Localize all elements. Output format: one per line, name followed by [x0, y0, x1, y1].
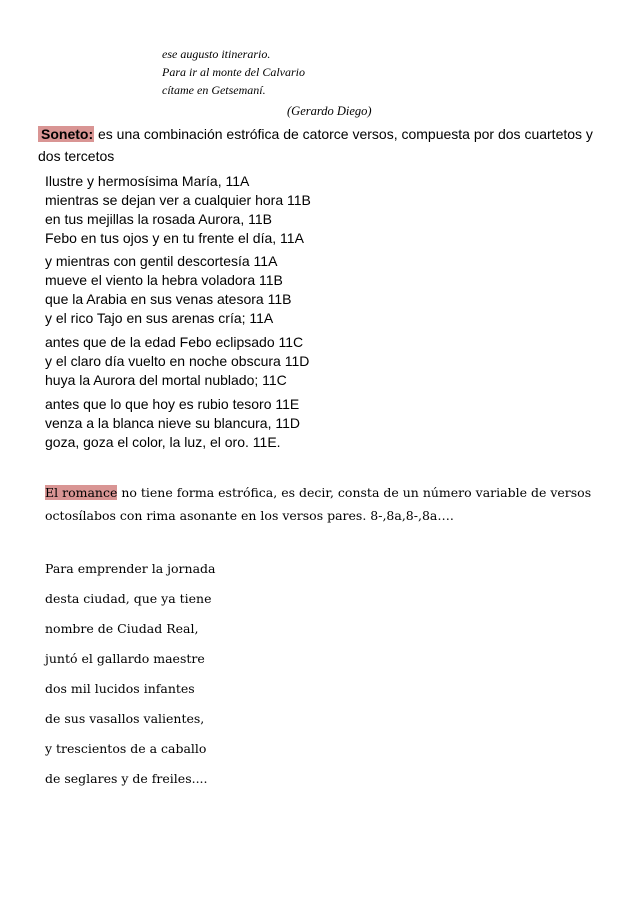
- poem-author: (Gerardo Diego): [287, 104, 372, 118]
- verse-line: y el rico Tajo en sus arenas cría; 11A: [45, 310, 274, 326]
- verse-line: huya la Aurora del mortal nublado; 11C: [45, 372, 287, 388]
- verse-line: y trescientos de a caballo: [45, 741, 207, 756]
- romance-term-highlight: El romance: [45, 485, 118, 500]
- verse-line: dos mil lucidos infantes: [45, 681, 195, 696]
- verse-line: desta ciudad, que ya tiene: [45, 591, 212, 606]
- verse-line: venza a la blanca nieve su blancura, 11D: [45, 415, 301, 431]
- verse-line: Para emprender la jornada: [45, 561, 216, 576]
- poem-line: ese augusto itinerario.: [162, 47, 271, 61]
- soneto-cuarteto-1: [45, 172, 311, 248]
- soneto-terceto-2: [45, 395, 300, 452]
- soneto-definition-text: es una combinación estrófica de catorce versos, compuesta por dos cuartetos y dos tercetos: [38, 126, 593, 164]
- verse-line: Febo en tus ojos y en tu frente el día, 11A: [45, 230, 304, 246]
- verse-line: de seglares y de freiles....: [45, 771, 208, 786]
- soneto-definition: [38, 123, 608, 167]
- verse-line: Ilustre y hermosísima María, 11A: [45, 173, 250, 189]
- verse-line: mueve el viento la hebra voladora 11B: [45, 272, 283, 288]
- verse-line: que la Arabia en sus venas atesora 11B: [45, 291, 292, 307]
- verse-line: y mientras con gentil descortesía 11A: [45, 253, 278, 269]
- romance-definition-text: no tiene forma estrófica, es decir, consta de un número variable de versos octosílabos con rima asonante en los versos pares. 8-,8a,8-,8a….: [45, 485, 592, 523]
- verse-line: de sus vasallos valientes,: [45, 711, 205, 726]
- verse-line: juntó el gallardo maestre: [45, 651, 205, 666]
- verse-line: en tus mejillas la rosada Aurora, 11B: [45, 211, 272, 227]
- soneto-terceto-1: [45, 333, 309, 390]
- soneto-term-highlight: Soneto:: [38, 126, 94, 142]
- top-poem-fragment: [162, 45, 305, 99]
- poem-line: cítame en Getsemaní.: [162, 83, 266, 97]
- verse-line: antes que lo que hoy es rubio tesoro 11E: [45, 396, 300, 412]
- verse-line: antes que de la edad Febo eclipsado 11C: [45, 334, 304, 350]
- poem-line: Para ir al monte del Calvario: [162, 65, 305, 79]
- verse-line: y el claro día vuelto en noche obscura 11D: [45, 353, 310, 369]
- romance-poem: [45, 554, 215, 794]
- verse-line: goza, goza el color, la luz, el oro. 11E.: [45, 434, 281, 450]
- verse-line: nombre de Ciudad Real,: [45, 621, 199, 636]
- romance-definition: [45, 481, 605, 527]
- soneto-cuarteto-2: [45, 252, 291, 328]
- verse-line: mientras se dejan ver a cualquier hora 11B: [45, 192, 311, 208]
